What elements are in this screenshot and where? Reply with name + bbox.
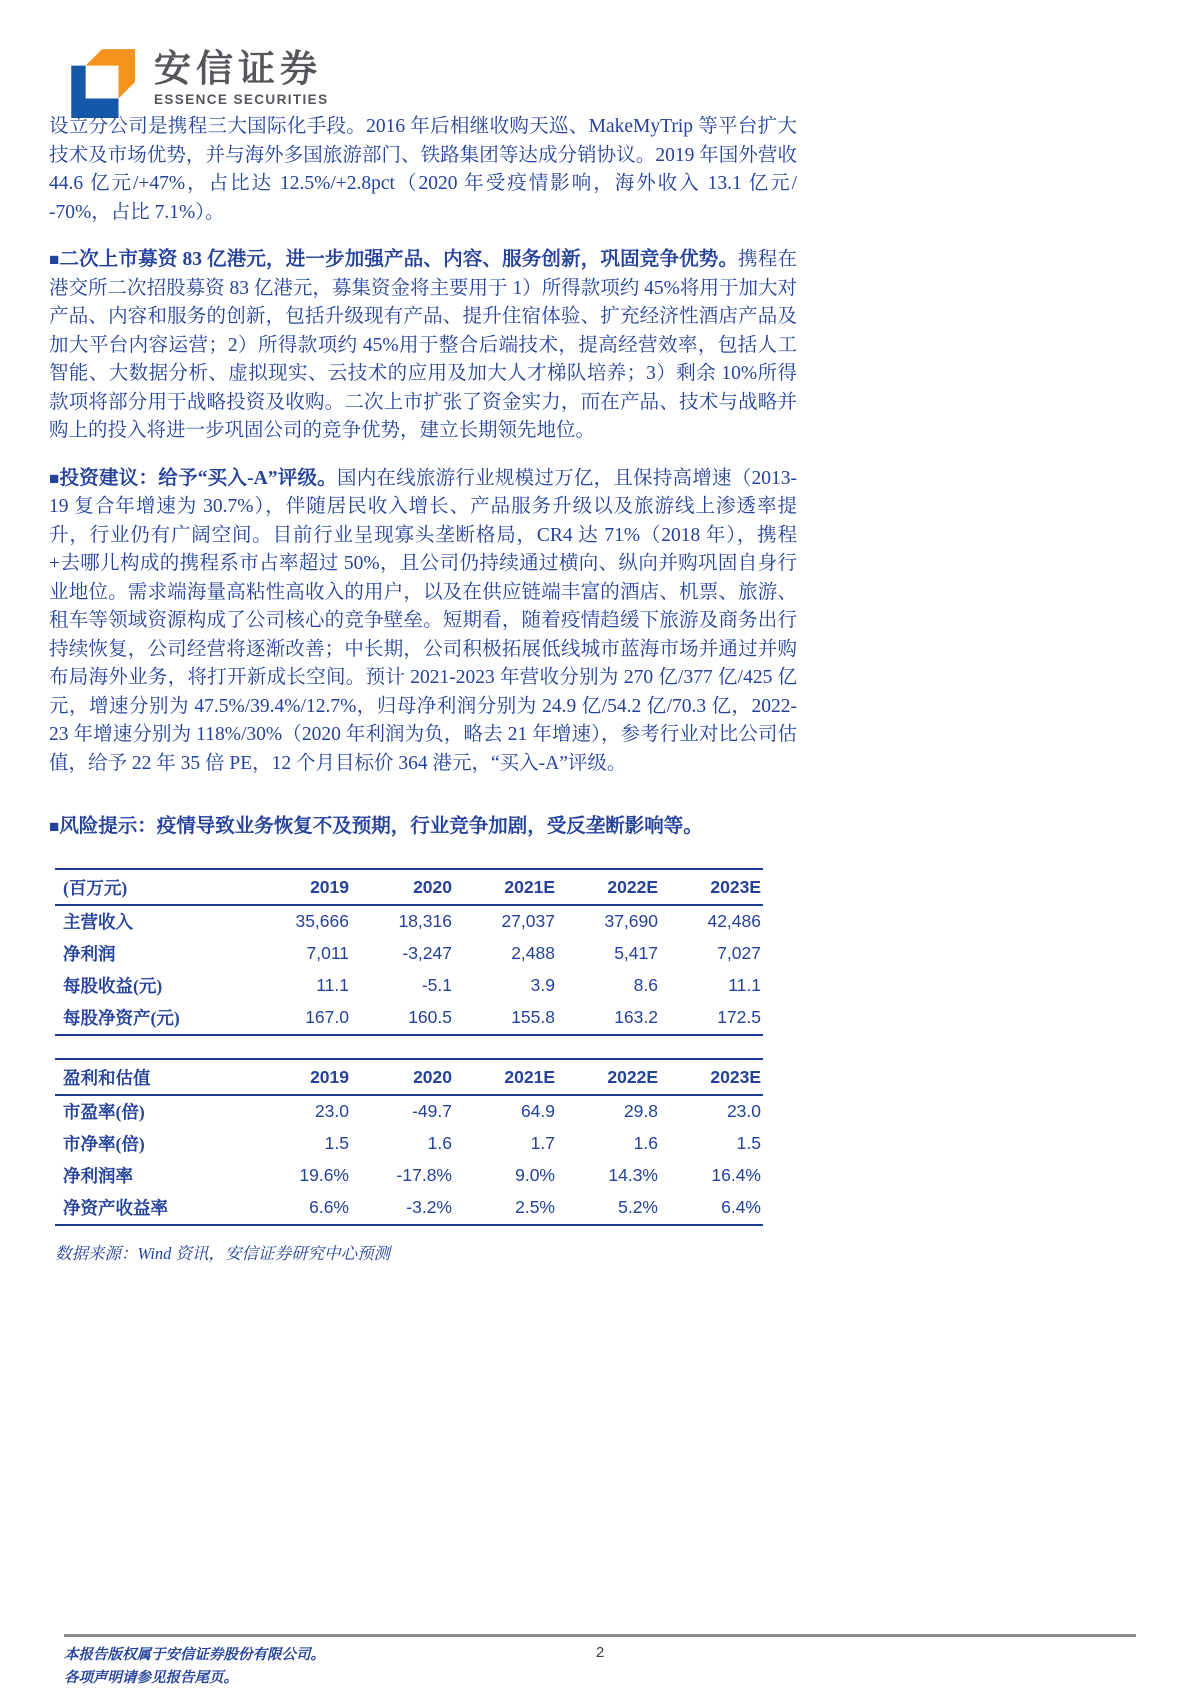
table-cell: 5,417 [614, 943, 658, 963]
table-row [55, 1160, 763, 1192]
table-cell: 1.7 [530, 1133, 555, 1153]
table-header-cell: 2021E [454, 869, 557, 905]
table-cell: 1.5 [736, 1133, 761, 1153]
table-cell: 64.9 [520, 1101, 555, 1121]
table-header-cell: 2020 [351, 869, 454, 905]
table-cell: 155.8 [454, 1002, 557, 1035]
brand-name-cn: 安信证券 [154, 48, 322, 89]
table-row [55, 970, 763, 1002]
table-cell: 1.5 [324, 1133, 349, 1153]
table-header-cell: 2023E [660, 1059, 763, 1095]
table-cell: 1.6 [427, 1133, 452, 1153]
paragraph-text: 国内在线旅游行业规模过万亿，且保持高增速（2013-19 复合年增速为 30.7%），伴随居民收入增长、产品服务升级以及旅游线上渗透率提升，行业仍有广阔空间。目前行业呈现寡头垄断格局，CR4 达 71%（2018 年），携程+去哪儿构成的携程系市占率超过 50%，且公司仍持续通过横向、纵向并购巩固自身行业地位。需求端海量高粘性高收入的用户，以及在供应链端丰富的酒店、机票、旅游、租车等领域资源构成了公司核心的竞争壁垒。短期看，随着疫情趋缓下旅游及商务出行持续恢复，公司经营将逐渐改善；中长期，公司积极拓展低线城市蓝海市场并通过并购布局海外业务，将打开新成长空间。预计 2021-2023 年营收分别为 270 亿/377 亿/425 亿元，增速分别为 47.5%/39.4%/12.7%，归母净利润分别为 24.9 亿/54.2 亿/70.3 亿，2022-23 年增速分别为 118%/30%（2020 年利润为负，略去 21 年增速），参考行业对比公司估值，给予 22 年 35 倍 PE，12 个月目标价 364 港元，“买入-A”评级。 [49, 467, 797, 774]
table-cell: 14.3% [608, 1165, 658, 1185]
table-cell: 29.8 [623, 1101, 658, 1121]
table-cell: -49.7 [412, 1101, 452, 1121]
page-number: 2 [595, 1644, 605, 1661]
paragraph-lead: 二次上市募资 83 亿港元，进一步加强产品、内容、服务创新，巩固竞争优势。 [59, 249, 739, 270]
bullet-square-icon: ■ [49, 817, 60, 836]
paragraph-text: 携程在港交所二次招股募资 83 亿港元，募集资金将主要用于 1）所得款项约 45%将用于加大对产品、内容和服务的创新，包括升级现有产品、提升住宿体验、扩充经济性酒店产品及加大平台内容运营；2）所得款项约 45%用于整合后端技术，提高经营效率，包括人工智能、大数据分析、虚拟现实、云技术的应用及加大人才梯队培养；3）剩余 10%所得款项将部分用于战略投资及收购。二次上市扩张了资金实力，而在产品、技术与战略并购上的投入将进一步巩固公司的竞争优势，建立长期领先地位。 [49, 249, 797, 441]
row-label: 每股收益(元) [63, 976, 163, 996]
risk-warning-text: 疫情导致业务恢复不及预期，行业竞争加剧，受反垄断影响等。 [156, 816, 703, 837]
row-label: 净利润率 [63, 1166, 133, 1186]
table-cell: -17.8% [396, 1165, 452, 1185]
table-cell: -5.1 [421, 975, 452, 995]
table-cell: 27,037 [501, 911, 555, 931]
paragraph-investment-advice [49, 465, 797, 779]
table-row [55, 1002, 763, 1035]
table-cell: 163.2 [557, 1002, 660, 1035]
data-source-note: 数据来源：Wind 资讯，安信证券研究中心预测 [55, 1243, 391, 1263]
table-cell: 7,027 [717, 943, 761, 963]
paragraph-secondary-listing [49, 246, 797, 446]
table-cell: -3,247 [402, 943, 452, 963]
footer-divider [64, 1634, 1136, 1637]
row-label: 市净率(倍) [63, 1134, 145, 1154]
row-label: 主营收入 [63, 912, 133, 932]
page-footer [0, 1634, 1200, 1690]
table-cell: 6.4% [660, 1192, 763, 1225]
table-header-cell: 2019 [248, 1059, 351, 1095]
table-cell: 19.6% [299, 1165, 349, 1185]
table-cell: 23.0 [314, 1101, 349, 1121]
paragraph-lead: 投资建议：给予“买入-A”评级。 [59, 467, 337, 489]
paragraph-internationalization [49, 113, 797, 227]
table-cell: 9.0% [515, 1165, 555, 1185]
table-cell: 2,488 [511, 943, 555, 963]
table-row [55, 1095, 763, 1128]
paragraph-text: 设立分公司是携程三大国际化手段。2016 年后相继收购天巡、MakeMyTrip 等平台扩大技术及市场优势，并与海外多国旅游部门、铁路集团等达成分销协议。2019 年国外营收 44.6 亿元/+47%，占比达 12.5%/+2.8pct（2020 年受疫情影响，海外收入 13.1 亿元/ -70%，占比 7.1%）。 [49, 116, 797, 223]
table-cell: 172.5 [660, 1002, 763, 1035]
table-header-cell: 2021E [454, 1059, 557, 1095]
risk-warning-lead: 风险提示： [59, 816, 157, 837]
row-label: 净资产收益率 [55, 1192, 248, 1225]
brand-text [154, 44, 328, 107]
table-cell: 11.1 [728, 975, 761, 995]
table-cell: 3.9 [530, 975, 555, 995]
table-cell: 160.5 [351, 1002, 454, 1035]
valuation-table [55, 1058, 763, 1226]
row-label: 市盈率(倍) [63, 1102, 145, 1122]
table-header-cell: 2019 [248, 869, 351, 905]
table-cell: 6.6% [248, 1192, 351, 1225]
risk-warning [49, 813, 797, 842]
table-header-row [55, 869, 763, 905]
table-cell: 2.5% [454, 1192, 557, 1225]
row-label: 净利润 [63, 944, 116, 964]
table-cell: 35,666 [295, 911, 349, 931]
table-cell: 18,316 [398, 911, 452, 931]
table-cell: 11.1 [316, 975, 349, 995]
table-row [55, 905, 763, 938]
table-header-cell: 2020 [351, 1059, 454, 1095]
table-cell: -3.2% [351, 1192, 454, 1225]
table-cell: 8.6 [633, 975, 658, 995]
table-cell: 1.6 [633, 1133, 658, 1153]
table-row [55, 938, 763, 970]
table-cell: 16.4% [711, 1165, 761, 1185]
table-cell: 5.2% [557, 1192, 660, 1225]
table-header-row [55, 1059, 763, 1095]
table-cell: 37,690 [604, 911, 658, 931]
brand-header [57, 44, 328, 118]
bullet-square-icon: ■ [49, 250, 60, 269]
table-cell: 7,011 [306, 943, 349, 963]
table-header-cell: (百万元) [55, 869, 248, 905]
financials-table [55, 868, 763, 1036]
table-cell: 42,486 [707, 911, 761, 931]
report-body [49, 113, 797, 1264]
table-cell: 23.0 [726, 1101, 761, 1121]
table-header-cell: 2022E [557, 1059, 660, 1095]
brand-name-en: ESSENCE SECURITIES [154, 92, 329, 107]
table-header-cell: 盈利和估值 [55, 1059, 248, 1095]
bullet-square-icon: ■ [49, 468, 60, 488]
footer-copyright-line: 本报告版权属于安信证券股份有限公司。 [64, 1647, 325, 1663]
row-label: 每股净资产(元) [55, 1002, 248, 1035]
logo-cube-icon [57, 44, 141, 118]
table-cell: 167.0 [248, 1002, 351, 1035]
footer-statement-line: 各项声明请参见报告尾页。 [64, 1670, 238, 1686]
table-row [55, 1192, 763, 1225]
table-header-cell: 2022E [557, 869, 660, 905]
table-header-cell: 2023E [660, 869, 763, 905]
table-row [55, 1128, 763, 1160]
